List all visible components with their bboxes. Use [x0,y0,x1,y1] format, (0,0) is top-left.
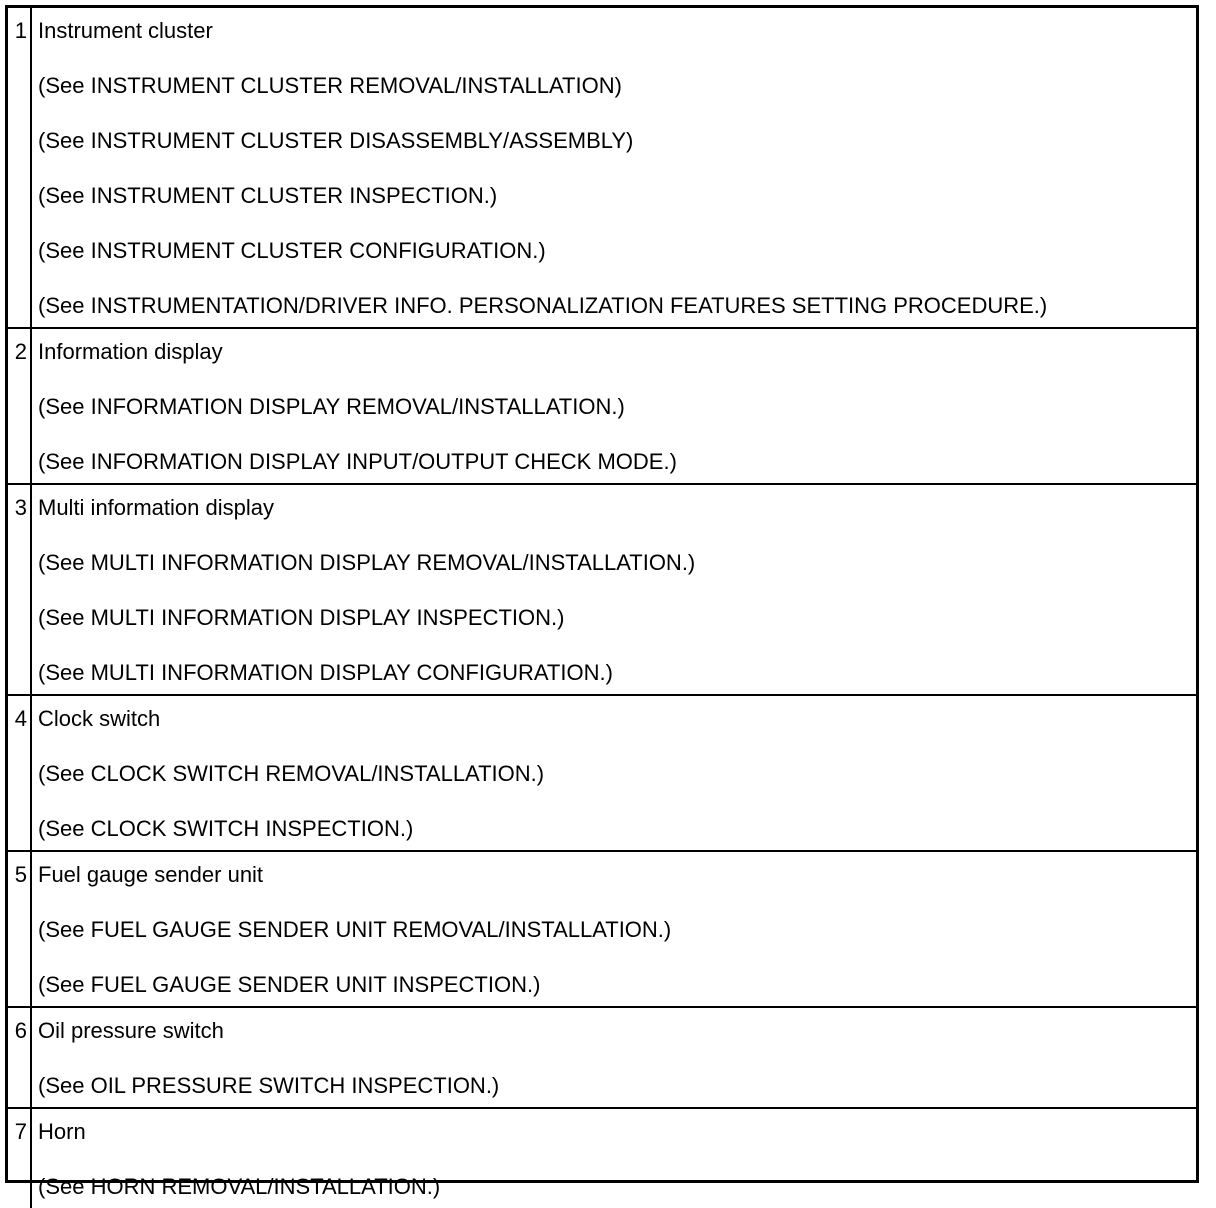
table-row [8,327,1196,483]
item-number: 5 [8,852,32,1006]
item-number: 3 [8,485,32,694]
item-title: Instrument cluster [38,18,213,43]
reference-link[interactable]: (See INFORMATION DISPLAY INPUT/OUTPUT CHECK MODE.) [38,449,677,474]
item-content [32,1109,1196,1208]
table-row [8,483,1196,694]
reference-link[interactable]: (See INSTRUMENT CLUSTER CONFIGURATION.) [38,238,546,263]
reference-link[interactable]: (See INSTRUMENT CLUSTER INSPECTION.) [38,183,498,208]
item-number: 2 [8,329,32,483]
table-row [8,8,1196,327]
reference-link[interactable]: (See MULTI INFORMATION DISPLAY REMOVAL/INSTALLATION.) [38,550,696,575]
item-title: Information display [38,339,223,364]
reference-link[interactable]: (See CLOCK SWITCH REMOVAL/INSTALLATION.) [38,761,545,786]
item-title: Oil pressure switch [38,1018,224,1043]
item-content [32,485,1196,694]
reference-link[interactable]: (See OIL PRESSURE SWITCH INSPECTION.) [38,1073,500,1098]
item-title: Fuel gauge sender unit [38,862,264,887]
reference-link[interactable]: (See FUEL GAUGE SENDER UNIT REMOVAL/INSTALLATION.) [38,917,672,942]
reference-link[interactable]: (See INFORMATION DISPLAY REMOVAL/INSTALLATION.) [38,394,625,419]
table-row [8,1107,1196,1208]
reference-link[interactable]: (See CLOCK SWITCH INSPECTION.) [38,816,414,841]
item-title: Horn [38,1119,86,1144]
item-title: Multi information display [38,495,274,520]
item-content [32,696,1196,850]
item-content [32,329,1196,483]
table-row [8,850,1196,1006]
item-number: 1 [8,8,32,327]
item-content [32,852,1196,1006]
item-title: Clock switch [38,706,161,731]
reference-link[interactable]: (See INSTRUMENTATION/DRIVER INFO. PERSONALIZATION FEATURES SETTING PROCEDURE.) [38,293,1048,318]
table-row [8,1006,1196,1107]
reference-link[interactable]: (See HORN REMOVAL/INSTALLATION.) [38,1174,441,1199]
reference-link[interactable]: (See INSTRUMENT CLUSTER REMOVAL/INSTALLATION) [38,73,622,98]
item-number: 4 [8,696,32,850]
item-content [32,1008,1196,1107]
reference-link[interactable]: (See MULTI INFORMATION DISPLAY INSPECTION.) [38,605,565,630]
item-number: 7 [8,1109,32,1208]
reference-link[interactable]: (See INSTRUMENT CLUSTER DISASSEMBLY/ASSEMBLY) [38,128,634,153]
item-number: 6 [8,1008,32,1107]
item-content [32,8,1196,327]
reference-link[interactable]: (See FUEL GAUGE SENDER UNIT INSPECTION.) [38,972,541,997]
component-table [5,5,1199,1199]
reference-link[interactable]: (See MULTI INFORMATION DISPLAY CONFIGURATION.) [38,660,613,685]
table-row [8,694,1196,850]
